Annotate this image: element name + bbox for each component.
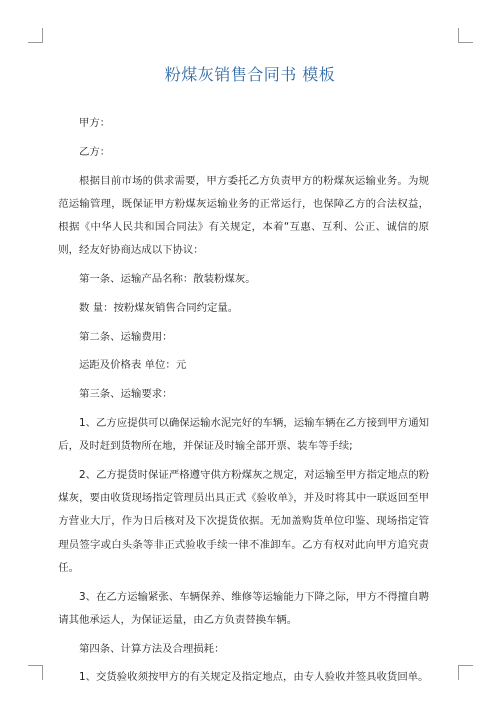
- requirement-2: 2、乙方提货时保证严格遵守供方粉煤灰之规定，对运输至甲方指定地点的粉煤灰，要由收货现场指定管理员出具正式《验收单》，并及时将其中一联返回至甲方营业大厅，作为日后核对及下次提货依据。无加盖购货单位印鉴、现场指定管理员签字或白头条等非正式验收手续一律不准卸车。乙方有权对此向甲方追究责任。: [58, 468, 429, 574]
- requirement-1: 1、乙方应提供可以确保运输水泥完好的车辆，运输车辆在乙方接到甲方通知后，及时赶到货物所在地，并保证及时输全部开票、装车等手续;: [58, 416, 429, 453]
- calculation-1: 1、交货验收须按甲方的有关规定及指定地点，由专人验收并签具收货回单。: [79, 671, 429, 684]
- crop-mark-bottom-left: [28, 665, 43, 680]
- price-table-label: 运距及价格表 单位：元: [79, 359, 187, 372]
- article-4: 第四条、计算方法及合理损耗：: [79, 642, 225, 655]
- party-b-line: 乙方：: [79, 145, 111, 158]
- article-2: 第二条、运输费用：: [79, 330, 173, 343]
- quantity-line: 数 量：按粉煤灰销售合同约定量。: [79, 301, 239, 314]
- crop-mark-top-left: [28, 28, 43, 43]
- requirement-3: 3、在乙方运输紧张、车辆保养、维修等运输能力下降之际，甲方不得擅自聘请其他承运人，为保证运量，由乙方负责替换车辆。: [58, 590, 429, 626]
- crop-mark-top-right: [458, 28, 473, 43]
- document-body: [58, 112, 429, 690]
- crop-mark-bottom-right: [458, 665, 473, 680]
- party-a-line: 甲方：: [79, 117, 111, 129]
- intro-paragraph: 根据目前市场的供求需要，甲方委托乙方负责甲方的粉煤灰运输业务。为规范运输管理，既保证甲方粉煤灰运输业务的正常运行，也保障乙方的合法权益，根据《中华人民共和国合同法》有关规定，本着“互惠、互利、公正、诚信的原则，经友好协商达成以下协议：: [58, 174, 429, 257]
- document-title: 粉煤灰销售合同书 模板: [164, 65, 336, 84]
- article-1: 第一条、运输产品名称：散装粉煤灰。: [79, 273, 256, 285]
- article-3: 第三条、运输要求：: [79, 388, 173, 401]
